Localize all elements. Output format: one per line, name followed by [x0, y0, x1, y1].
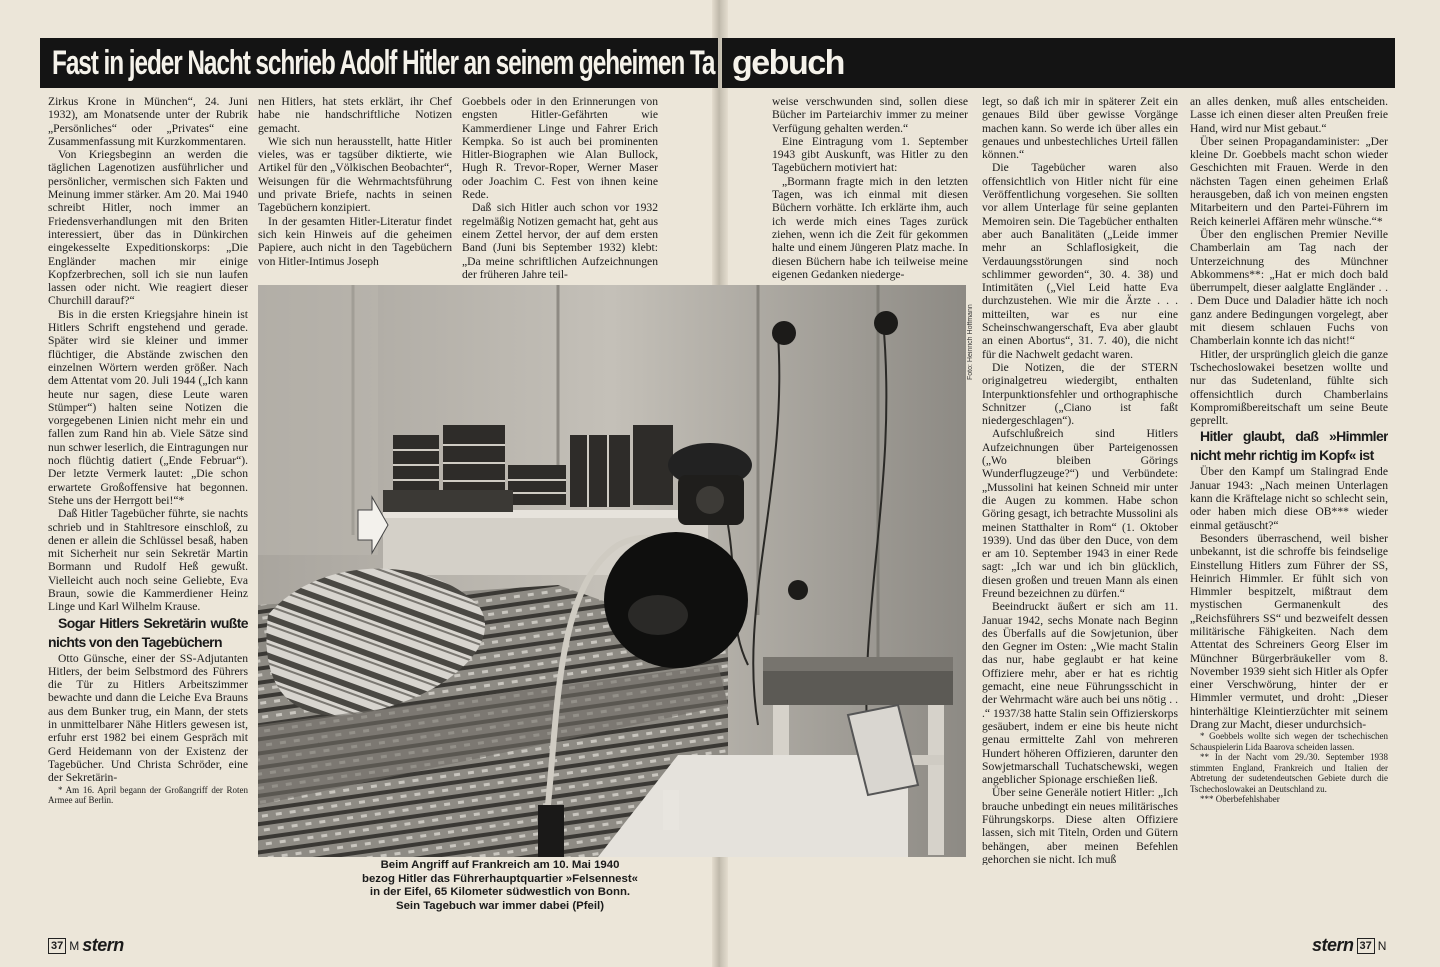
- footnote: * Am 16. April begann der Großangriff der Roten Armee auf Berlin.: [48, 784, 248, 806]
- paragraph: Daß Hitler Tagebücher führte, sie nachts schrieb und in Stahltresore einschloß, zu denen er allein die Schlüssel besaß, haben mit Sicherheit nur sein Sekretär Martin Bormann und Rudolf Heß gewußt. Vielleicht auch noch seine Geliebte, Eva Braun, sowie die Kammerdiener Heinz Linge und Karl Wilhelm Krause.: [48, 507, 248, 614]
- paragraph: Aufschlußreich sind Hitlers Aufzeichnungen über Parteigenossen („Wo bleiben Görings Wunderflugzeuge?“) und Verbündete: „Mussolini hat keinen Schneid mir unter die Augen zu kommen. Habe schon Göring gesagt, ich betrachte Mussolini als meinen Statthalter in Rom“ (1. Oktober 1939). Und das über den Duce, von dem er am 10. September 1943 in einer Rede sagt: „Ich war und ich bin glücklich, diesen großen und treuen Mann als einen Freund bezeichnen zu dürfen.“: [982, 427, 1178, 600]
- article-column-5: [982, 95, 1178, 865]
- paragraph: legt, so daß ich mir in späterer Zeit ein genaues Bild über gewisse Vorgänge machen kann. So werde ich über alles ein genaues und unbestechliches Urteil fällen können.“: [982, 95, 1178, 162]
- page-number: 37: [1357, 938, 1375, 954]
- article-column-2: [258, 95, 452, 281]
- caption-line: bezog Hitler das Führerhauptquartier »Felsennest«: [362, 872, 638, 885]
- article-column-6: [1190, 95, 1388, 865]
- paragraph: Die Tagebücher waren also offensichtlich von Hitler nicht für eine Veröffentlichung vorgesehen. Sie sollten vor allem Unterlage für seine geplanten Memoiren sein. Die Tagebücher enthalten aber auch Banalitäten („Leide immer mehr an Schlaflosigkeit, die Verdauungsstörungen sind noch schlimmer geworden“, 30. 4. 38) und Intimitäten („Viel Leid hatte Eva durchzustehen. Wie mir die Ärzte . . . mitteilten, war es nur eine Scheinschwangerschaft, Eva aber glaubt an einen Abortus“, 31. 7. 40), die nicht für die Nachwelt gedacht waren.: [982, 161, 1178, 361]
- paragraph: Hitler, der ursprünglich gleich die ganze Tschechoslowakei besetzen wollte und nur das Sudetenland, fühlte sich offensichtlich durch Chamberlains Kompromißbereitschaft um seine Beute geprellt.: [1190, 347, 1388, 428]
- page-side-letter: N: [1377, 938, 1387, 953]
- paragraph: Wie sich nun herausstellt, hatte Hitler vieles, was er tagsüber diktierte, wie Artikel für den „Völkischen Beobachter“, Weisungen für die Wehrmachtsführung und private Briefe, nachts in seinen Tagebüchern konzipiert.: [258, 134, 452, 215]
- paragraph: Goebbels oder in den Erinnerungen von engsten Hitler-Gefährten wie Kammerdiener Linge und Fahrer Erich Kempka. So ist auch bei prominenten Hitler-Biographen wie Alan Bullock, Hugh R. Trevor-Roper, Werner Maser oder Joachim C. Fest von ihnen keine Rede.: [462, 95, 658, 202]
- headline-right-text: gebuch: [732, 44, 844, 82]
- photo-credit: Foto: Heinrich Hoffmann: [967, 304, 974, 380]
- paragraph: Eine Eintragung vom 1. September 1943 gibt Auskunft, was Hitler zu den Tagebüchern motiviert hat:: [772, 134, 968, 175]
- footnote: ** In der Nacht vom 29./30. September 1938 stimmten England, Frankreich und Italien der Abtretung der sudetendeutschen Gebiete durch die Tschechoslowakei an Deutschland zu.: [1190, 752, 1388, 794]
- stern-logo: stern: [1312, 935, 1354, 955]
- paragraph: Zirkus Krone in München“, 24. Juni 1932), am Monatsende unter der Rubrik „Persönliches“ oder „Privates“ eine Zusammenfassung mit Kurzkommentaren.: [48, 95, 248, 148]
- paragraph: Über den Kampf um Stalingrad Ende Januar 1943: „Nach meinen Unterlagen kann die Kräftelage nicht so schlecht sein, oder haben mich diese OB*** wieder einmal getäuscht?“: [1190, 465, 1388, 532]
- bedroom-photo: [258, 285, 966, 857]
- caption-line: Beim Angriff auf Frankreich am 10. Mai 1940: [380, 859, 620, 871]
- footnote: * Goebbels wollte sich wegen der tschechischen Schauspielerin Lida Baarova scheiden lassen.: [1190, 731, 1388, 752]
- paragraph: Über den englischen Premier Neville Chamberlain am Tag nach der Unterzeichnung des Münchner Abkommens**: „Hat er mich doch bald überrumpelt, dieser aalglatte Engländer . . . Dem Duce und Daladier hätte ich noch ganz andere Bedingungen vorgelegt, aber mit diesem schlauen Fuchs von Chamberlain konnte ich das nicht!“: [1190, 227, 1388, 348]
- stern-logo: stern: [82, 935, 124, 955]
- subheading: Sogar Hitlers Sekretärin wußte nichts von den Tagebüchern: [48, 614, 248, 650]
- subheading: Hitler glaubt, daß »Himmler nicht mehr richtig im Kopf« ist: [1190, 428, 1388, 464]
- paragraph: nen Hitlers, hat stets erklärt, ihr Chef habe nie handschriftliche Notizen gemacht.: [258, 95, 452, 135]
- photo-illustration: [258, 285, 966, 857]
- article-column-3: [462, 95, 658, 281]
- headline-left-text: Fast in jeder Nacht schrieb Adolf Hitler an seinem geheimen Ta: [52, 44, 715, 82]
- article-column-4: [772, 95, 968, 281]
- paragraph: Beeindruckt äußert er sich am 11. Januar 1942, sechs Monate nach Beginn des Überfalls auf die Sowjetunion, über den Gegner im Osten: „Wie macht Stalin das nur, habe geglaubt er hat keine Offiziere mehr, aber er hat es richtig gemacht, eine neue Führungsschicht in der Wehrmacht wäre auch bei uns nötig . . .“ 1937/38 hatte Stalin sein Offizierskorps gesäubert, indem er eine bis heute nicht genau ermittelte Zahl von mehreren Hundert höheren Offizieren, darunter den Sowjetmarschall Tuchatschewski, wegen angeblicher Spionage erschießen ließ.: [982, 600, 1178, 787]
- folio-right: [1312, 935, 1386, 956]
- folio-left: [48, 935, 124, 956]
- paragraph: an alles denken, muß alles entscheiden. Lasse ich einen dieser alten Preußen freie Hand, wird nur Mist gebaut.“: [1190, 95, 1388, 135]
- article-column-1: [48, 95, 248, 865]
- footnote: *** Oberbefehlshaber: [1200, 794, 1280, 805]
- paragraph: Die Notizen, die der STERN originalgetreu wiedergibt, enthalten Interpunktionsfehler und orthographische Schnitzer („Ciano ist faßt niedergeschlagen“).: [982, 360, 1178, 428]
- paragraph: weise verschwunden sind, sollen diese Bücher im Parteiarchiv immer zu meiner Verfügung gehalten werden.“: [772, 95, 968, 135]
- photo-caption: [290, 859, 710, 913]
- paragraph: Otto Günsche, einer der SS-Adjutanten Hitlers, der beim Selbstmord des Führers die Tür zu Hitlers Arbeitszimmer bewachte und dann die Leiche Eva Brauns aus dem Bunker trug, ein Mann, der stets in unmittelbarer Nähe Hitlers gewesen ist, erfuhr erst 1982 bei einem Gespräch mit Gerd Heidemann von der Existenz der Tagebücher. Und Christa Schröder, eine der Sekretärin-: [48, 651, 248, 785]
- headline-right: [722, 38, 1395, 88]
- paragraph: Daß sich Hitler auch schon vor 1932 regelmäßig Notizen gemacht hat, geht aus einem Zettel hervor, der auf dem ersten Band (Juni bis September 1932) klebt: „Da meine schriftlichen Aufzeichnungen der früheren Jahre teil-: [462, 201, 658, 281]
- caption-line: in der Eifel, 65 Kilometer südwestlich von Bonn.: [369, 886, 631, 899]
- caption-line: Sein Tagebuch war immer dabei (Pfeil): [395, 899, 605, 912]
- paragraph: Bis in die ersten Kriegsjahre hinein ist Hitlers Schrift engstehend und gerade. Später wird sie kleiner und immer flüchtiger, die Abstände zwischen den einzelnen Wörtern werden größer. Nach dem Attentat vom 20. Juli 1944 („Ich kann heute nur sagen, diese Leute waren Stümper“) halten seine Notizen die vorgegebenen Linien nicht mehr ein und fallen zum Rand hin ab. Viele Sätze sind nun schwer leserlich, die Eintragungen nur noch flüchtig datiert („Ende Februar“). Der letzte Vermerk lautet: „Die schon erwartete Großoffensive hat begonnen. Stehe uns der Herrgott bei!“*: [48, 307, 248, 507]
- paragraph: Über seine Generäle notiert Hitler: „Ich brauche unbedingt ein neues militärisches Führungskorps. Diese alten Offiziere lassen, sich mit Titeln, Orden und Gütern behängen, aber meinen Befehlen gehorchen sie nicht. Ich muß: [982, 786, 1178, 865]
- paragraph: Besonders überraschend, weil bisher unbekannt, ist die schroffe bis feindselige Einstellung Hitlers zum Führer der SS, Heinrich Himmler. Er fühlt sich von Himmler bespitzelt, mißtraut dem mystischen Germanenkult des „Reichsführers SS“ und bezweifelt dessen militärische Fähigkeiten. Nach dem Attentat des Schreiners Georg Elser im Münchner Bürgerbräukeller vom 8. November 1939 sieht sich Hitler als Opfer einer Verschwörung, hinter der er Himmler vermutet, und droht: „Dieser hinterhältige Kleintierzüchter mit seinem Drang zur Macht, dieser undurchsich-: [1190, 531, 1388, 732]
- paragraph: „Bormann fragte mich in den letzten Tagen, was ich einmal mit diesen Büchern vorhätte. Ich erklärte ihm, auch ich werde mich eines Tages zurück ziehen, wenn ich die Zeit für gekommen halte und einem Jüngeren Platz mache. In diesen Büchern habe ich teilweise meine eigenen Gedanken niederge-: [772, 174, 968, 281]
- paragraph: Von Kriegsbeginn an werden die täglichen Lagenotizen ausführlicher und persönlicher, vermischen sich Fakten und Meinung immer stärker. Am 20. Mai 1940 schreibt Hitler, noch immer an Friedensverhandlungen mit den Briten interessiert, über das in Dünkirchen eingekesselte Expeditionskorps: „Die Engländer machen mir einige Kopfzerbrechen, soll ich sie nun laufen lassen oder nicht. Wie reagiert dieser Churchill darauf?“: [48, 148, 248, 308]
- page-side-letter: M: [69, 938, 80, 953]
- headline-left: [40, 38, 718, 88]
- page-number: 37: [48, 938, 66, 954]
- paragraph: In der gesamten Hitler-Literatur findet sich kein Hinweis auf die geheimen Papiere, auch nicht in den Tagebüchern von Hitler-Intimus Joseph: [258, 214, 452, 268]
- paragraph: Über seinen Propagandaminister: „Der kleine Dr. Goebbels macht schon wieder Geschichten mit Frauen. Werde in den nächsten Tagen einen geheimen Erlaß herausgeben, daß ich von meinen engsten Mitarbeitern und den Partei-Führern im Reich keinerlei Affären mehr wünsche.“*: [1190, 134, 1388, 228]
